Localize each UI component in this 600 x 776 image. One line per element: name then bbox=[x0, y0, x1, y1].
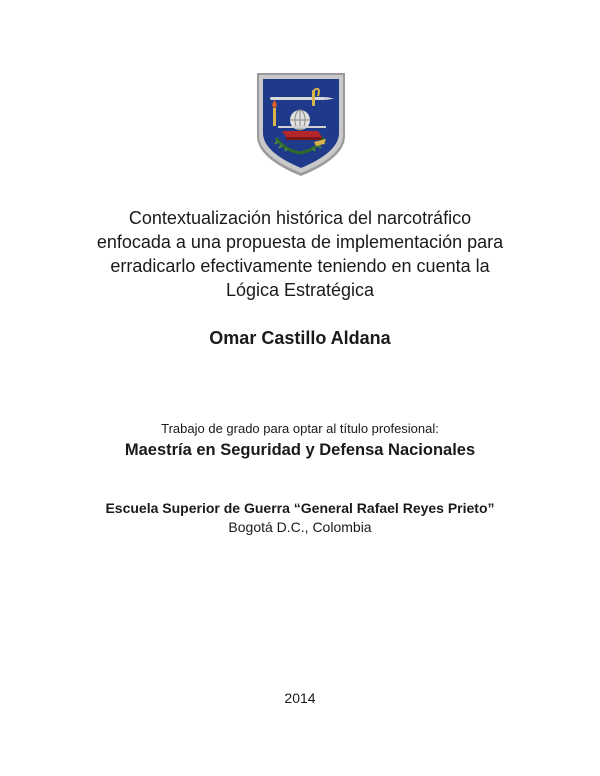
publication-year: 2014 bbox=[284, 690, 316, 706]
thesis-title-line: Contextualización histórica del narcotráfico bbox=[128, 208, 472, 228]
author-name: Omar Castillo Aldana bbox=[209, 328, 391, 348]
institution-name: Escuela Superior de Guerra “General Rafael Reyes Prieto” bbox=[105, 500, 495, 516]
institution-city: Bogotá D.C., Colombia bbox=[228, 519, 372, 535]
degree-name: Maestría en Seguridad y Defensa Nacionales bbox=[124, 441, 476, 459]
thesis-title-line: Lógica Estratégica bbox=[225, 280, 375, 300]
degree-label: Trabajo de grado para optar al título profesional: bbox=[161, 421, 439, 436]
military-school-crest-icon bbox=[254, 70, 348, 178]
thesis-title bbox=[60, 206, 540, 302]
thesis-title-line: erradicarlo efectivamente teniendo en cuenta la bbox=[110, 256, 490, 276]
thesis-title-line: enfocada a una propuesta de implementación para bbox=[96, 232, 504, 252]
